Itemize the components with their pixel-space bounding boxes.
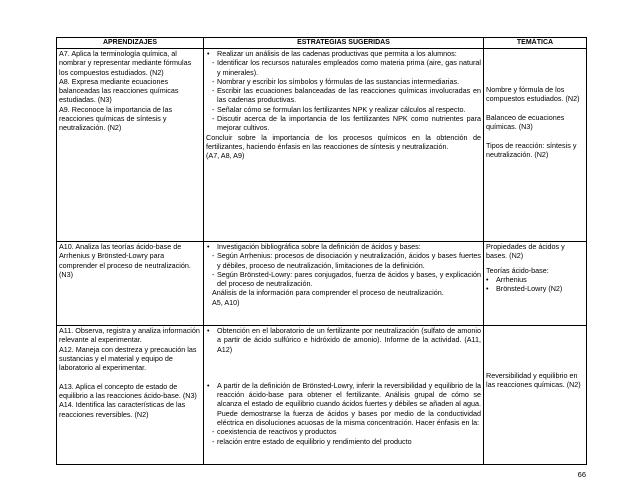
estrategias-cell (204, 242, 484, 326)
strategy-dash-item: - Discutir acerca de la importancia de los fertilizantes NPK como nutrientes para mejorar cultivos. (212, 114, 481, 133)
strategy-codes: (A7, A8, A9) (206, 151, 245, 161)
topic-tipos-reaccion: Tipos de reacción: síntesis y neutralización. (N2) (486, 140, 577, 160)
page-number: 66 (577, 470, 586, 479)
learning-a9: A9. Reconoce la importancia de las reacciones químicas de síntesis y neutralización. (N2) (59, 104, 173, 133)
topic-propiedades: Propiedades de ácidos y bases. (N2) (486, 242, 565, 261)
table-row (57, 49, 587, 242)
strategy-bullet: • Investigación bibliográfica sobre la definición de ácidos y bases: (207, 242, 421, 251)
strategy-dash-item: - Identificar los recursos naturales empleados como materia prima (aire, gas natural y minerales). (212, 58, 481, 77)
table-row (57, 242, 587, 326)
topic-bullet-item: • Brönsted-Lowry (N2) (486, 284, 563, 294)
learning-a10: A10. Analiza las teorías ácido-base de Arrhenius y Brönsted-Lowry para comprender el proceso de neutralización. (N3) (59, 242, 191, 279)
aprendizajes-cell (57, 242, 204, 326)
strategy-dash-item: - Escribir las ecuaciones balanceadas de las reacciones químicas involucradas en las cadenas productivas. (212, 86, 481, 105)
table-row (57, 326, 587, 465)
strategy-bullet: • Obtención en el laboratorio de un fertilizante por neutralización (sulfato de amonio a partir de ácido sulfúrico e hidróxido de amonio). Informe de la actividad. (A11, A12) (207, 326, 481, 354)
strategy-conclusion: Concluir sobre la importancia de los procesos químicos en la obtención de fertilizantes, haciendo énfasis en las reacciones de síntesis y neutralización. (206, 132, 481, 151)
learning-a8: A8. Expresa mediante ecuaciones balanceadas las reacciones químicas estudiadas. (N3) (59, 76, 179, 105)
header-tematica: TEMÁTICA (484, 38, 587, 49)
tematica-cell (484, 242, 587, 326)
strategy-dash-item: - Según Arrhenius: procesos de disociación y neutralización, ácidos y bases fuertes y débiles, proceso de neutralización, limitaciones de la definición. (212, 251, 481, 270)
bullet-icon: • (486, 284, 489, 294)
topic-balanceo: Balanceo de ecuaciones químicas. (N3) (486, 112, 565, 132)
strategy-conclusion: Análisis de la información para comprender el proceso de neutralización. (212, 288, 444, 298)
bullet-icon: • (207, 242, 210, 251)
learning-a12: A12. Maneja con destreza y precaución las sustancias y el material y equipo de laboratorio al experimentar. (59, 344, 197, 373)
aprendizajes-cell (57, 326, 204, 465)
strategy-bullet: • Realizar un análisis de las cadenas productivas que permita a los alumnos: (207, 49, 457, 58)
tematica-cell (484, 326, 587, 465)
learning-a11: A11. Observa, registra y analiza información relevante al experimentar. (59, 326, 200, 345)
strategy-dash-item: - Señalar cómo se formulan los fertilizantes NPK y realizar cálculos al respecto. (212, 104, 466, 114)
strategy-dash-item: - Según Brönsted-Lowry: pares conjugados, fuerza de ácidos y bases, y explicación del proceso de neutralización. (212, 269, 481, 289)
table-header-row (57, 38, 587, 49)
curriculum-table (56, 37, 587, 465)
strategy-dash-item: - relación entre estado de equilibrio y rendimiento del producto (212, 436, 412, 446)
header-aprendizajes: APRENDIZAJES (57, 38, 204, 49)
strategy-dash-item: - coexistencia de reactivos y productos (212, 427, 337, 437)
estrategias-cell (204, 49, 484, 242)
topic-teorias: Teorías ácido-base: (486, 265, 549, 275)
tematica-cell (484, 49, 587, 242)
strategy-dash-item: - Nombrar y escribir los símbolos y fórmulas de las sustancias intermediarias. (212, 76, 460, 86)
bullet-icon: • (207, 380, 210, 390)
topic-reversibilidad: Reversibilidad y equilibrio en las reacciones químicas. (N2) (486, 371, 581, 390)
learning-a7: A7. Aplica la terminología química, al nombrar y representar mediante fórmulas los compuestos estudiados. (N2) (59, 49, 192, 77)
topic-bullet-item: • Arrhenius (486, 274, 527, 284)
bullet-icon: • (486, 274, 489, 284)
estrategias-cell (204, 326, 484, 465)
bullet-icon: • (207, 326, 210, 335)
learning-a14: A14. Identifica las características de las reacciones reversibles. (N2) (59, 400, 186, 419)
learning-a13: A13. Aplica el concepto de estado de equilibrio a las reacciones ácido-base. (N3) (59, 381, 197, 401)
header-estrategias: ESTRATEGIAS SUGERIDAS (204, 38, 484, 49)
aprendizajes-cell (57, 49, 204, 242)
bullet-icon: • (207, 49, 210, 58)
strategy-bullet: • A partir de la definición de Brönsted-Lowry, inferir la reversibilidad y equilibrio de la reacción ácido-base para obtener el fertilizante. Análisis grupal de cómo se alcanza el estado de equilibrio cuando ácidos fuertes y débiles se añaden al agua. Puede demostrarse la fuerza de ácidos y bases por medio de la conductividad eléctrica en disoluciones acuosas de la misma concentración. Hacer énfasis en la: (207, 380, 481, 428)
strategy-codes: A5, A10) (212, 297, 240, 307)
topic-nombre-formula: Nombre y fórmula de los compuestos estudiados. (N2) (486, 85, 580, 104)
